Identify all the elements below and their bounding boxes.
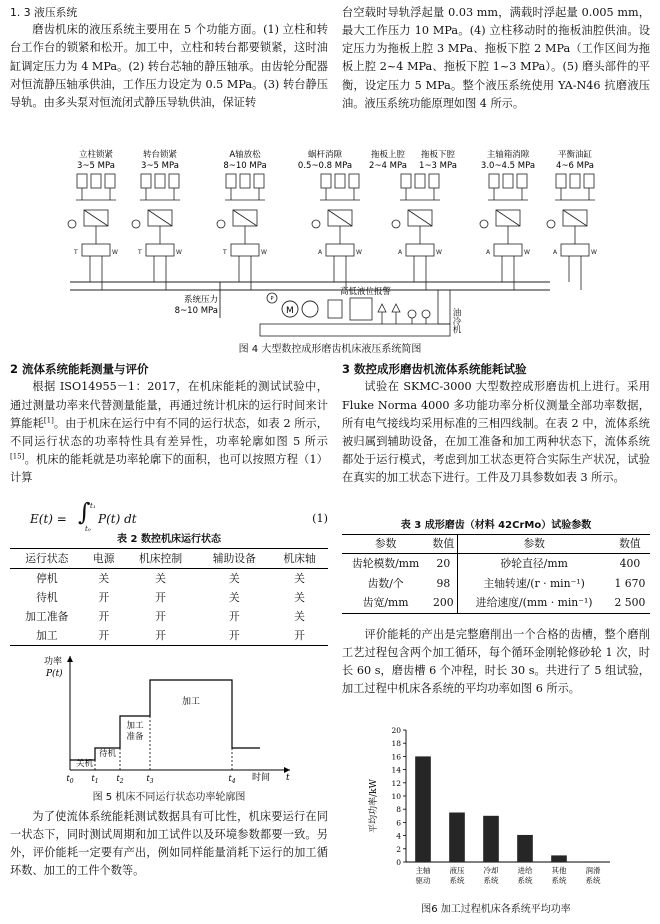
- table-caption: 表 2 数控机床运行状态: [117, 534, 221, 545]
- svg-text:W: W: [261, 249, 267, 256]
- table-cell: 开: [228, 629, 240, 643]
- paragraph: 为了使流体系统能耗测试数据具有可比性，机床要运行在同一状态下，同时测试周期和加工试件以及环境参数都要一致。另外，评价能耗一定要有产出，例如同样能量消耗下运行的加工循环数、加工的工件个数等。: [10, 810, 328, 878]
- valve-circuit: [132, 174, 182, 290]
- x-tick-label: 其他: [551, 866, 567, 875]
- table-cell: 2 500: [614, 596, 646, 610]
- svg-text:A: A: [553, 249, 558, 256]
- y-tick-label: 0: [396, 858, 401, 867]
- table-cell: 关: [228, 591, 240, 605]
- svg-text:T: T: [138, 249, 142, 256]
- relief-valve-icon: [350, 298, 372, 320]
- svg-text:T: T: [223, 249, 227, 256]
- table-cell: 1 670: [614, 576, 646, 590]
- figure-4-caption: 图 4 大型数控成形磨齿机床液压系统简图: [238, 344, 422, 355]
- table-row: [342, 574, 650, 594]
- y-axis-label-var: P(t): [46, 669, 63, 679]
- equation-1: E(t) = ∫ t₁ t₀ P(t) dt (1): [30, 498, 328, 533]
- svg-text:A: A: [318, 249, 323, 256]
- column-header: 数值: [429, 535, 458, 554]
- table-row: [10, 569, 328, 589]
- y-tick-label: 2: [396, 844, 401, 854]
- bar: [551, 855, 567, 862]
- circuit-label: 立柱锁紧: [78, 150, 114, 160]
- table-cell: 关: [294, 610, 305, 624]
- table-cell: 砂轮直径/mm: [500, 557, 568, 571]
- x-axis-label: 时间: [252, 773, 271, 783]
- table-cell: 开: [228, 610, 240, 624]
- paragraph: 评价能耗的产出是完整磨削出一个合格的齿槽，整个磨削工艺过程包含两个加工循环，每个循环金刚轮修砂轮 1 次，时长 60 s，磨齿槽 6 个冲程，时长 30 s。共进行了 5 组试验，加工过程中机床各系统的平均功率如图 6 所示。: [342, 628, 650, 696]
- y-tick-label: 6: [396, 818, 401, 828]
- svg-text:t: t: [286, 773, 290, 783]
- circuit-pressure: 1~3 MPa: [419, 161, 457, 171]
- x-tick-label: 系统: [517, 876, 533, 885]
- table-cell: 200: [429, 593, 458, 613]
- figure-4-hydraulic-schematic: [10, 148, 650, 340]
- column-header: 机床控制: [124, 549, 198, 569]
- section-1-3-left: [10, 4, 328, 112]
- equation-number: (1): [312, 512, 328, 525]
- valve-circuit: [68, 174, 118, 290]
- table-cell: 400: [619, 557, 641, 571]
- table-cell: 齿数/个: [367, 576, 404, 590]
- table-3-grid: [342, 534, 650, 614]
- circuit-pressure: 4~6 MPa: [556, 161, 594, 171]
- y-tick-label: 20: [391, 726, 401, 735]
- x-tick-label: 驱动: [415, 876, 431, 885]
- circuit-label: 转台锁紧: [142, 150, 178, 160]
- table-cell: 进给速度/(mm · min⁻¹): [475, 596, 593, 610]
- state-label: 加工: [126, 721, 144, 731]
- svg-text:P: P: [270, 296, 274, 302]
- time-tick: $t_0$: [66, 774, 74, 784]
- system-pressure-value: 8~10 MPa: [174, 306, 218, 316]
- table-cell: 加工准备: [25, 610, 69, 624]
- svg-text:W: W: [436, 249, 442, 256]
- circuit-label: 拖板上腔: [370, 150, 406, 160]
- column-header: 参数: [342, 535, 429, 554]
- table-row: [10, 626, 328, 646]
- section-3: [342, 360, 650, 487]
- column-header: 参数: [458, 535, 610, 554]
- table-row: [10, 607, 328, 626]
- citation[interactable]: [1]: [43, 415, 54, 424]
- x-tick-label: 系统: [483, 876, 499, 885]
- circuit-label: 主轴箱消隙: [486, 150, 530, 160]
- y-tick-label: 14: [391, 765, 401, 775]
- state-label: 加工: [181, 697, 201, 707]
- circuit-label: 拖板下腔: [420, 150, 456, 160]
- svg-text:W: W: [356, 249, 362, 256]
- valve-circuit: [480, 174, 530, 290]
- level-alarm-label: 高低液位报警: [340, 287, 392, 297]
- y-tick-label: 16: [391, 752, 401, 762]
- oil-cooler-label: 油冷机: [451, 308, 461, 334]
- table-cell: 开: [155, 629, 166, 643]
- level-sensor-icons: [378, 304, 430, 324]
- section-1-3-right: [342, 4, 650, 113]
- table-cell: 开: [294, 629, 305, 643]
- oil-tank-icon: [260, 324, 450, 336]
- power-profile-line: [70, 680, 260, 760]
- bar: [483, 816, 499, 862]
- table-cell: 关: [294, 572, 305, 586]
- table-cell: 20: [429, 554, 458, 574]
- table-cell: 关: [228, 572, 240, 586]
- column-header: 运行状态: [10, 549, 84, 569]
- figure-5-power-profile: [40, 652, 300, 784]
- table-cell: 主轴转速/(r · min⁻¹): [483, 576, 585, 590]
- table-cell: 停机: [36, 572, 58, 586]
- oil-cooler-icon: [438, 290, 450, 324]
- table-2: [10, 532, 328, 646]
- equation-rhs: P(t) dt: [98, 512, 137, 526]
- table-cell: 加工: [36, 629, 58, 643]
- circuit-pressure: 3~5 MPa: [77, 161, 115, 171]
- table-cell: 关: [294, 591, 305, 605]
- y-tick-label: 18: [391, 739, 401, 749]
- citation[interactable]: [15]: [10, 452, 25, 461]
- figure-6-caption: 图6 加工过程机床各系统平均功率: [421, 904, 571, 915]
- section-heading: 2 流体系统能耗测量与评价: [10, 362, 149, 376]
- y-axis-label: 平均功率/kW: [369, 779, 379, 833]
- table-2-grid: [10, 548, 328, 646]
- valve-circuit: [392, 174, 442, 290]
- state-label: 准备: [126, 732, 144, 742]
- circuit-pressure: 8~10 MPa: [223, 161, 267, 171]
- svg-text:A: A: [398, 249, 403, 256]
- svg-text:W: W: [591, 249, 597, 256]
- column-header: 电源: [84, 549, 124, 569]
- x-tick-label: 进给: [517, 866, 533, 875]
- table-cell: 开: [155, 591, 166, 605]
- circuit-label: 蜗杆消隙: [307, 150, 343, 160]
- equation-lhs: E(t) =: [30, 512, 67, 526]
- paragraph: 试验在 SKMC-3000 大型数控成形磨齿机上进行。采用 Fluke Norma 4000 多功能功率分析仪测量全部功率数据，所有电气接线均采用标准的三相四线制。在表 2 中，流体系统被归属到辅助设备，在加工准备和加工两种状态下，流体系统都处于运行模式，考虑到加工状态更符合实际生产状况，试验在真实的加工状态下进行。工件及刀具参数如表 3 所示。: [342, 380, 650, 485]
- section-2-end: [10, 808, 328, 881]
- svg-text:W: W: [524, 249, 530, 256]
- time-tick: $t_4$: [228, 774, 236, 784]
- x-tick-label: 润滑: [585, 866, 601, 875]
- paragraph: 台空载时导轨浮起量 0.03 mm，满载时浮起量 0.005 mm，最大工作压力 10 MPa。(4) 立柱移动时的拖板油腔供油。设定压力为拖板上腔 3 MPa、拖板下腔 2 MPa（工作区间为拖板上腔 2~4 MPa、拖板下腔 1~3 MPa）。(5) 磨头部件的平衡，设定压力 5 MPa。整个液压系统使用 YA-N46 抗磨液压油。液压系统功能原理如图 4 所示。: [342, 6, 650, 110]
- circuit-pressure: 0.5~0.8 MPa: [297, 161, 353, 171]
- bar: [585, 861, 601, 862]
- circuit-pressure: 3.0~4.5 MPa: [480, 161, 536, 171]
- x-tick-label: 系统: [551, 876, 567, 885]
- table-cell: 关: [155, 572, 166, 586]
- svg-text:W: W: [176, 249, 182, 256]
- figure-6-bar-chart: [360, 724, 620, 900]
- x-tick-label: 冷却: [483, 866, 499, 875]
- bar: [415, 756, 431, 862]
- valve-circuit: [312, 174, 362, 290]
- state-label: 关机: [75, 759, 94, 769]
- section-3-end: [342, 626, 650, 699]
- integral-sign: ∫: [78, 498, 91, 526]
- valve-circuit: [547, 174, 597, 290]
- column-header: 数值: [610, 535, 650, 554]
- table-row: [342, 554, 650, 574]
- x-tick-label: 系统: [585, 876, 601, 885]
- y-tick-label: 4: [396, 831, 401, 841]
- table-cell: 齿轮模数/mm: [351, 557, 420, 571]
- bar: [517, 835, 533, 862]
- y-tick-label: 8: [396, 805, 401, 815]
- valve-circuit: [217, 174, 267, 290]
- time-tick: $t_3$: [146, 774, 154, 784]
- circuit-pressure: 3~5 MPa: [141, 161, 179, 171]
- table-cell: 开: [155, 610, 166, 624]
- x-tick-label: 主轴: [415, 866, 431, 875]
- section-heading: 3 数控成形磨齿机流体系统能耗试验: [342, 362, 527, 376]
- time-tick: $t_1$: [91, 774, 99, 784]
- pump-icon: [302, 301, 318, 317]
- system-pressure-label: 系统压力: [183, 295, 218, 305]
- table-caption: 表 3 成形磨齿（材料 42CrMo）试验参数: [400, 520, 592, 531]
- filter-icon: [328, 300, 342, 318]
- table-row: [342, 593, 650, 613]
- column-header: 辅助设备: [197, 549, 271, 569]
- circuit-pressure: 2~4 MPa: [369, 161, 407, 171]
- svg-text:W: W: [112, 249, 118, 256]
- table-cell: 开: [98, 629, 110, 643]
- bar: [449, 813, 465, 863]
- circuit-label: 平衡油缸: [557, 150, 593, 160]
- svg-text:T: T: [74, 249, 78, 256]
- section-heading: 1. 3 液压系统: [10, 6, 78, 19]
- table-cell: 关: [98, 572, 110, 586]
- circuit-label: A轴放松: [229, 150, 261, 160]
- time-tick: $t_2$: [116, 774, 124, 784]
- state-label: 待机: [98, 749, 117, 759]
- svg-text:A: A: [486, 249, 491, 256]
- table-3: [342, 518, 650, 614]
- y-axis-label: 功率: [44, 657, 63, 667]
- table-cell: 98: [429, 574, 458, 594]
- y-tick-label: 10: [391, 792, 401, 801]
- paragraph: 根据 ISO14955－1：2017，在机床能耗的测试试验中，通过测量功率来代替测量能量，再通过统计机床的运行时间来计算能耗[1]。由于机床在运行中有不同的运行状态，如表 2 所示，不同运行状态的功率特性具有差异性，功率轮廓如图 5 所示[15]。机床的能耗就是功率轮廓下的面积，也可以按照方程（1）计算: [10, 380, 328, 485]
- paragraph: 磨齿机床的液压系统主要用在 5 个功能方面。(1) 立柱和转台工作台的锁紧和松开。加工中，立柱和转台都要锁紧，这时油缸调定压力为 4 MPa。(2) 转台芯轴的静压轴承。由齿轮分配器对恒流静压轴承供油，工作压力设定为 0.5 MPa。(3) 转台静压导轨。由多头泵对恒流闭式静压导轨供油，保证转: [10, 23, 328, 109]
- section-2: [10, 360, 328, 487]
- svg-text:M: M: [286, 306, 294, 316]
- table-cell: 齿宽/mm: [362, 596, 409, 610]
- x-tick-label: 系统: [449, 876, 465, 885]
- x-tick-label: 液压: [449, 866, 465, 875]
- table-cell: 待机: [36, 591, 58, 605]
- table-cell: 开: [98, 610, 110, 624]
- column-header: 机床轴: [271, 549, 328, 569]
- table-cell: 开: [98, 591, 110, 605]
- figure-5-caption: 图 5 机床不同运行状态功率轮廓图: [92, 792, 246, 803]
- y-tick-label: 12: [391, 778, 401, 788]
- table-row: [10, 588, 328, 607]
